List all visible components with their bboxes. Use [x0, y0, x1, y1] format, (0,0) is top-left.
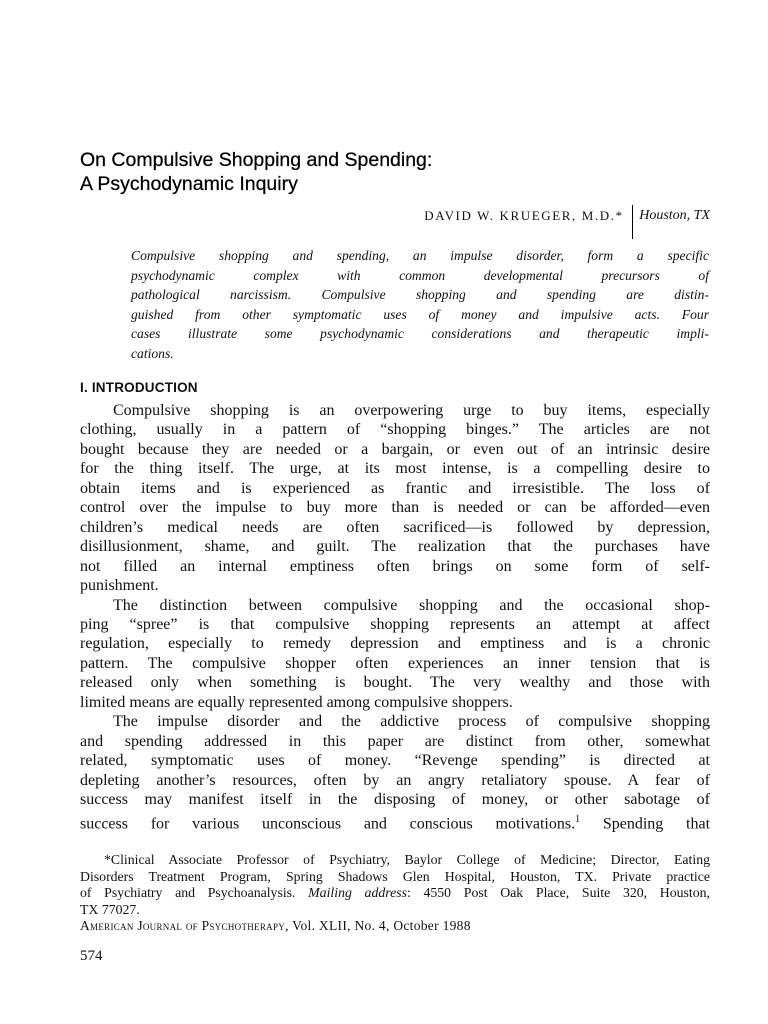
body-line: control over the impulse to buy more than is needed or can be afforded—even: [80, 499, 710, 517]
body-line: released only when something is bought. The very wealthy and those with: [80, 674, 710, 692]
body-line: pattern. The compulsive shopper often experiences an inner tension that is: [80, 654, 710, 672]
body-line: for the thing itself. The urge, at its most intense, is a compelling desire to: [80, 460, 710, 478]
abstract-line: guished from other symptomatic uses of money and impulsive acts. Four: [131, 306, 709, 322]
footnote-line: TX 77027.: [80, 901, 140, 917]
title-line-2: A Psychodynamic Inquiry: [80, 173, 298, 195]
body-text: [80, 401, 710, 833]
abstract-line: cations.: [131, 345, 174, 361]
body-line-text: success for various unconscious and conscious motivations.: [80, 814, 576, 832]
body-line: punishment.: [80, 577, 159, 595]
footnote-ref: 1: [575, 813, 581, 825]
body-line: and spending addressed in this paper are distinct from other, somewhat: [80, 732, 710, 750]
body-line: The impulse disorder and the addictive process of compulsive shopping: [113, 713, 710, 731]
footnote-line: *Clinical Associate Professor of Psychiatry, Baylor College of Medicine; Director, Eating: [104, 852, 710, 867]
body-line: ping “spree” is that compulsive shopping represents an attempt at affect: [80, 615, 710, 633]
author-name: DAVID W. KRUEGER, M.D.*: [424, 208, 624, 223]
author-block: [424, 205, 710, 239]
journal-citation: [80, 918, 710, 934]
section-heading: I. INTRODUCTION: [80, 380, 198, 395]
body-line-text-continued: Spending that: [602, 814, 711, 832]
body-line: obtain items and is experienced as frantic and irresistible. The loss of: [80, 479, 710, 497]
journal-name: American Journal of Psychotherapy: [80, 918, 286, 933]
abstract-line: Compulsive shopping and spending, an impulse disorder, form a specific: [131, 248, 709, 263]
abstract-line: cases illustrate some psychodynamic considerations and therapeutic impli-: [131, 326, 709, 342]
body-line: not filled an internal emptiness often brings on some form of self-: [80, 557, 710, 575]
body-line: regulation, especially to remedy depression and emptiness and is a chronic: [80, 635, 710, 653]
body-line: The distinction between compulsive shopping and the occasional shop-: [113, 596, 710, 614]
body-line: related, symptomatic uses of money. “Revenge spending” is directed at: [80, 752, 710, 770]
author-location: Houston, TX: [639, 208, 710, 223]
abstract: [131, 246, 709, 364]
body-line: bought because they are needed or a bargain, or even out of an intrinsic desire: [80, 440, 710, 458]
body-line-last: [80, 810, 710, 834]
body-line: depleting another’s resources, often by an angry retaliatory spouse. A fear of: [80, 771, 710, 789]
footnote: [80, 852, 710, 918]
body-line: success may manifest itself in the disposing of money, or other sabotage of: [80, 791, 710, 809]
body-line: limited means are equally represented among compulsive shoppers.: [80, 693, 513, 711]
body-line: children’s medical needs are often sacrificed—is followed by depression,: [80, 518, 710, 536]
body-line: clothing, usually in a pattern of “shopping binges.” The articles are not: [80, 421, 710, 439]
footnote-line: Disorders Treatment Program, Spring Shadows Glen Hospital, Houston, TX. Private practice: [80, 868, 710, 884]
footnote-line: [80, 885, 710, 902]
abstract-line: pathological narcissism. Compulsive shopping and spending are distin-: [131, 287, 709, 303]
footnote-text: of Psychiatry and Psychoanalysis.: [80, 885, 296, 900]
journal-details: , Vol. XLII, No. 4, October 1988: [285, 918, 471, 933]
body-line: disillusionment, shame, and guilt. The realization that the purchases have: [80, 538, 710, 556]
mailing-address-label: Mailing address: [308, 885, 407, 900]
abstract-line: psychodynamic complex with common developmental precursors of: [131, 267, 709, 283]
mailing-address: : 4550 Post Oak Place, Suite 320, Houston,: [406, 885, 710, 900]
article-title: [80, 148, 700, 196]
title-line-1: On Compulsive Shopping and Spending:: [80, 149, 433, 171]
page-number: 574: [80, 948, 103, 964]
body-line: Compulsive shopping is an overpowering urge to buy items, especially: [113, 402, 710, 419]
